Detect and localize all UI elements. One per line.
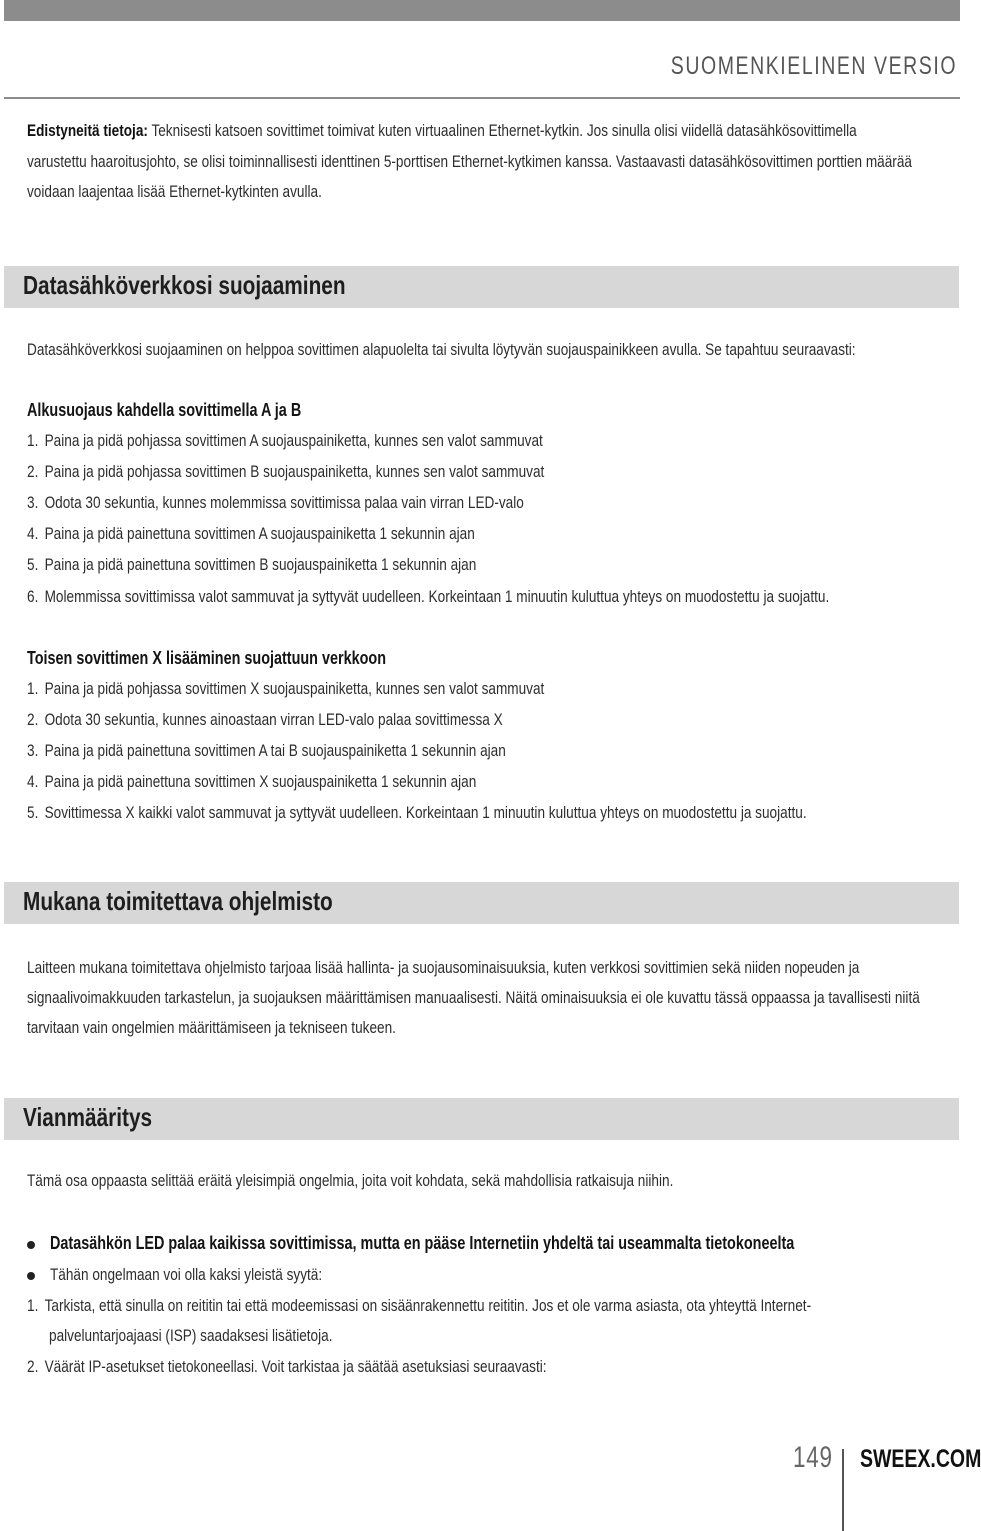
list-item: 4. Paina ja pidä painettuna sovittimen X suojauspainiketta 1 sekunnin ajan — [27, 772, 477, 791]
bullet-icon — [27, 1241, 35, 1249]
protect-intro: Datasähköverkkosi suojaaminen on helppoa sovittimen alapuolelta tai sivulta löytyvän suojauspainikkeen avulla. Se tapahtuu seuraavasti: — [27, 340, 856, 359]
list-item: 6. Molemmissa sovittimissa valot sammuvat ja syttyvät uudelleen. Korkeintaan 1 minuutin kuluttua yhteys on muodostettu ja suojattu. — [27, 587, 830, 606]
subhead-add-adapter: Toisen sovittimen X lisääminen suojattuun verkkoon — [27, 648, 387, 668]
software-line-3: tarvitaan vain ongelmien määrittämiseen ja tekniseen tukeen. — [27, 1018, 396, 1037]
brand-logo: SWEEX.COM — [860, 1445, 981, 1473]
advanced-info-label: Edistyneitä tietoja: — [27, 121, 148, 140]
advanced-info-line-1: Edistyneitä tietoja: Teknisesti katsoen sovittimet toimivat kuten virtuaalinen Ethernet-kytkin. Jos sinulla olisi viidellä datasähkösovittimella — [27, 121, 857, 140]
troubleshooting-intro: Tämä osa oppaasta selittää eräitä yleisimpiä ongelmia, joita voit kohdata, sekä mahdollisia ratkaisuja niihin. — [27, 1171, 674, 1190]
list-item: 5. Sovittimessa X kaikki valot sammuvat ja syttyvät uudelleen. Korkeintaan 1 minuutin kuluttua yhteys on muodostettu ja suojattu. — [27, 803, 807, 822]
troubleshooting-bullet-causes: Tähän ongelmaan voi olla kaksi yleistä syytä: — [50, 1265, 323, 1284]
list-item: 4. Paina ja pidä painettuna sovittimen A suojauspainiketta 1 sekunnin ajan — [27, 524, 475, 543]
list-item: 5. Paina ja pidä painettuna sovittimen B suojauspainiketta 1 sekunnin ajan — [27, 555, 477, 574]
advanced-info-line-2: varustettu haaroitusjohto, se olisi toiminnallisesti identtinen 5-porttisen Ethernet-kytkimen kanssa. Vastaavasti datasähkösovittimen porttien määrää — [27, 152, 912, 171]
list-item: 1. Tarkista, että sinulla on reititin tai että modeemissasi on sisäänrakennettu reititin. Jos et ole varma asiasta, ota yhteyttä Internet- — [27, 1296, 812, 1315]
advanced-info-line-3: voidaan laajentaa lisää Ethernet-kytkinten avulla. — [27, 182, 322, 201]
section-title-protect: Datasähköverkkosi suojaaminen — [23, 270, 346, 300]
page-header-title: SUOMENKIELINEN VERSIO — [670, 52, 957, 80]
list-item: 2. Paina ja pidä pohjassa sovittimen B suojauspainiketta, kunnes sen valot sammuvat — [27, 462, 545, 481]
header-rule — [4, 97, 960, 99]
list-item: 2. Väärät IP-asetukset tietokoneellasi. Voit tarkistaa ja säätää asetuksiasi seuraavasti: — [27, 1357, 547, 1376]
software-line-2: signaalivoimakkuuden tarkastelun, ja suojauksen määrittämisen manuaalisesti. Näitä ominaisuuksia ei ole kuvattu tässä oppaassa ja tavallisesti niitä — [27, 988, 920, 1007]
list-item-continuation: palveluntarjoajaasi (ISP) saadaksesi lisätietoja. — [49, 1326, 333, 1345]
list-item: 3. Paina ja pidä painettuna sovittimen A tai B suojauspainiketta 1 sekunnin ajan — [27, 741, 506, 760]
subhead-initial-protection: Alkusuojaus kahdella sovittimella A ja B — [27, 400, 302, 420]
list-item: 3. Odota 30 sekuntia, kunnes molemmissa sovittimissa palaa vain virran LED-valo — [27, 493, 524, 512]
section-title-troubleshooting: Vianmääritys — [23, 1102, 153, 1132]
top-bar — [4, 0, 960, 21]
list-item: 1. Paina ja pidä pohjassa sovittimen A suojauspainiketta, kunnes sen valot sammuvat — [27, 431, 543, 450]
troubleshooting-bullet-led: Datasähkön LED palaa kaikissa sovittimissa, mutta en pääse Internetiin yhdeltä tai useammalta tietokoneelta — [50, 1233, 795, 1253]
software-line-1: Laitteen mukana toimitettava ohjelmisto tarjoaa lisää hallinta- ja suojausominaisuuksia, kuten verkkosi sovittimien sekä niiden nopeuden ja — [27, 958, 860, 977]
section-title-software: Mukana toimitettava ohjelmisto — [23, 886, 333, 916]
page-number: 149 — [793, 1441, 833, 1474]
list-item: 1. Paina ja pidä pohjassa sovittimen X suojauspainiketta, kunnes sen valot sammuvat — [27, 679, 545, 698]
footer-divider — [842, 1449, 844, 1531]
list-item: 2. Odota 30 sekuntia, kunnes ainoastaan virran LED-valo palaa sovittimessa X — [27, 710, 503, 729]
bullet-icon — [27, 1272, 35, 1280]
